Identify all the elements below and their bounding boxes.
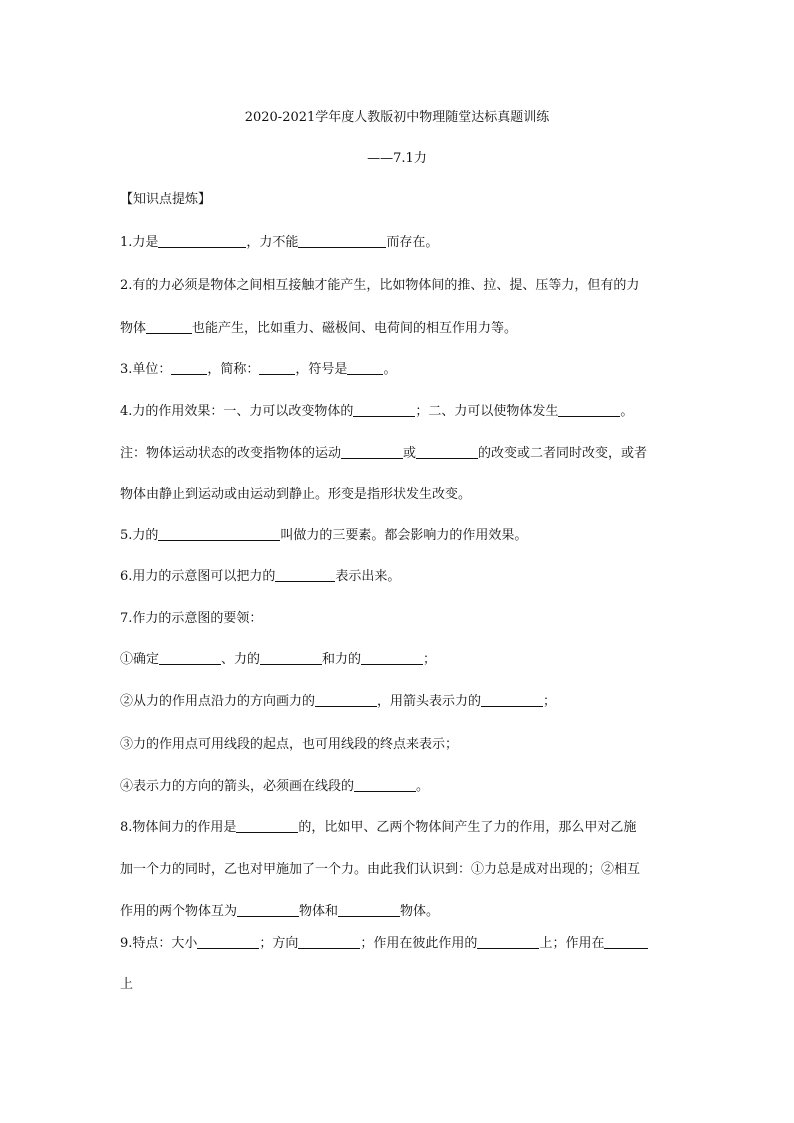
question-6: 6.用力的示意图可以把力的 表示出来。 xyxy=(120,569,401,584)
document-title: 2020-2021学年度人教版初中物理随堂达标真题训练 xyxy=(244,110,550,125)
blank-s1-3[interactable] xyxy=(361,652,423,665)
question-2-line-2: 物体 也能产生，比如重力、磁极间、电荷间的相互作用力等。 xyxy=(120,321,518,336)
note-line-2: 物体由静止到运动或由运动到静止。形变是指形状发生改变。 xyxy=(120,487,472,502)
blank-q9-1[interactable] xyxy=(197,936,259,949)
blank-q8-1[interactable] xyxy=(236,820,298,833)
question-2-line-1: 2.有的力必须是物体之间相互接触才能产生，比如物体间的推、拉、提、压等力，但有的力 xyxy=(120,278,640,293)
blank-q3-3[interactable] xyxy=(347,362,383,375)
blank-s2-2[interactable] xyxy=(481,694,543,707)
blank-q3-1[interactable] xyxy=(171,362,207,375)
blank-s1-2[interactable] xyxy=(260,652,322,665)
blank-s1-1[interactable] xyxy=(159,652,221,665)
blank-q1-2[interactable] xyxy=(298,235,386,248)
blank-q9-4[interactable] xyxy=(604,936,648,949)
section-heading: 【知识点提炼】 xyxy=(120,192,212,207)
blank-q9-2[interactable] xyxy=(298,936,360,949)
blank-q1-1[interactable] xyxy=(158,235,246,248)
blank-s4-1[interactable] xyxy=(354,779,416,792)
question-1: 1.力是 ，力不能 而存在。 xyxy=(120,235,439,250)
question-4: 4.力的作用效果：一、力可以改变物体的 ；二、力可以使物体发生 。 xyxy=(120,404,634,419)
blank-note-1[interactable] xyxy=(341,446,403,459)
question-8-line-2: 加一个力的同时，乙也对甲施加了一个力。由此我们认识到：①力总是成对出现的；②相互 xyxy=(120,862,641,877)
question-9-line-1: 9.特点：大小 ；方向 ；作用在彼此作用的 上；作用在 xyxy=(120,936,680,952)
step-1: ①确定 、力的 和力的 ； xyxy=(120,652,437,667)
question-8-line-3: 作用的两个物体互为 物体和 物体。 xyxy=(120,904,440,919)
question-5: 5.力的 叫做力的三要素。都会影响力的作用效果。 xyxy=(120,528,528,543)
step-2: ②从力的作用点沿力的方向画力的 ，用箭头表示力的 ； xyxy=(120,694,557,709)
question-3: 3.单位： ，简称： ，符号是 。 xyxy=(120,362,397,377)
blank-q3-2[interactable] xyxy=(259,362,295,375)
question-8-line-1: 8.物体间力的作用是 的，比如甲、乙两个物体间产生了力的作用，那么甲对乙施 xyxy=(120,820,637,835)
blank-q9-3[interactable] xyxy=(477,936,539,949)
blank-q5-1[interactable] xyxy=(158,528,280,541)
note-line-1: 注：物体运动状态的改变指物体的运动 或 的改变或二者同时改变，或者 xyxy=(120,446,648,461)
question-9-line-2: 上 xyxy=(120,977,134,992)
blank-q8-3[interactable] xyxy=(338,904,400,917)
step-3: ③力的作用点可用线段的起点，也可用线段的终点来表示； xyxy=(120,737,459,752)
question-7: 7.作力的示意图的要领： xyxy=(120,611,263,626)
blank-note-2[interactable] xyxy=(416,446,478,459)
blank-s2-1[interactable] xyxy=(315,694,377,707)
blank-q4-1[interactable] xyxy=(353,404,415,417)
step-4: ④表示力的方向的箭头，必须画在线段的 。 xyxy=(120,779,430,794)
blank-q6-1[interactable] xyxy=(275,569,335,582)
blank-q2-1[interactable] xyxy=(146,321,192,334)
document-subtitle: ——7.1力 xyxy=(367,151,427,166)
blank-q8-2[interactable] xyxy=(237,904,299,917)
blank-q4-2[interactable] xyxy=(558,404,620,417)
